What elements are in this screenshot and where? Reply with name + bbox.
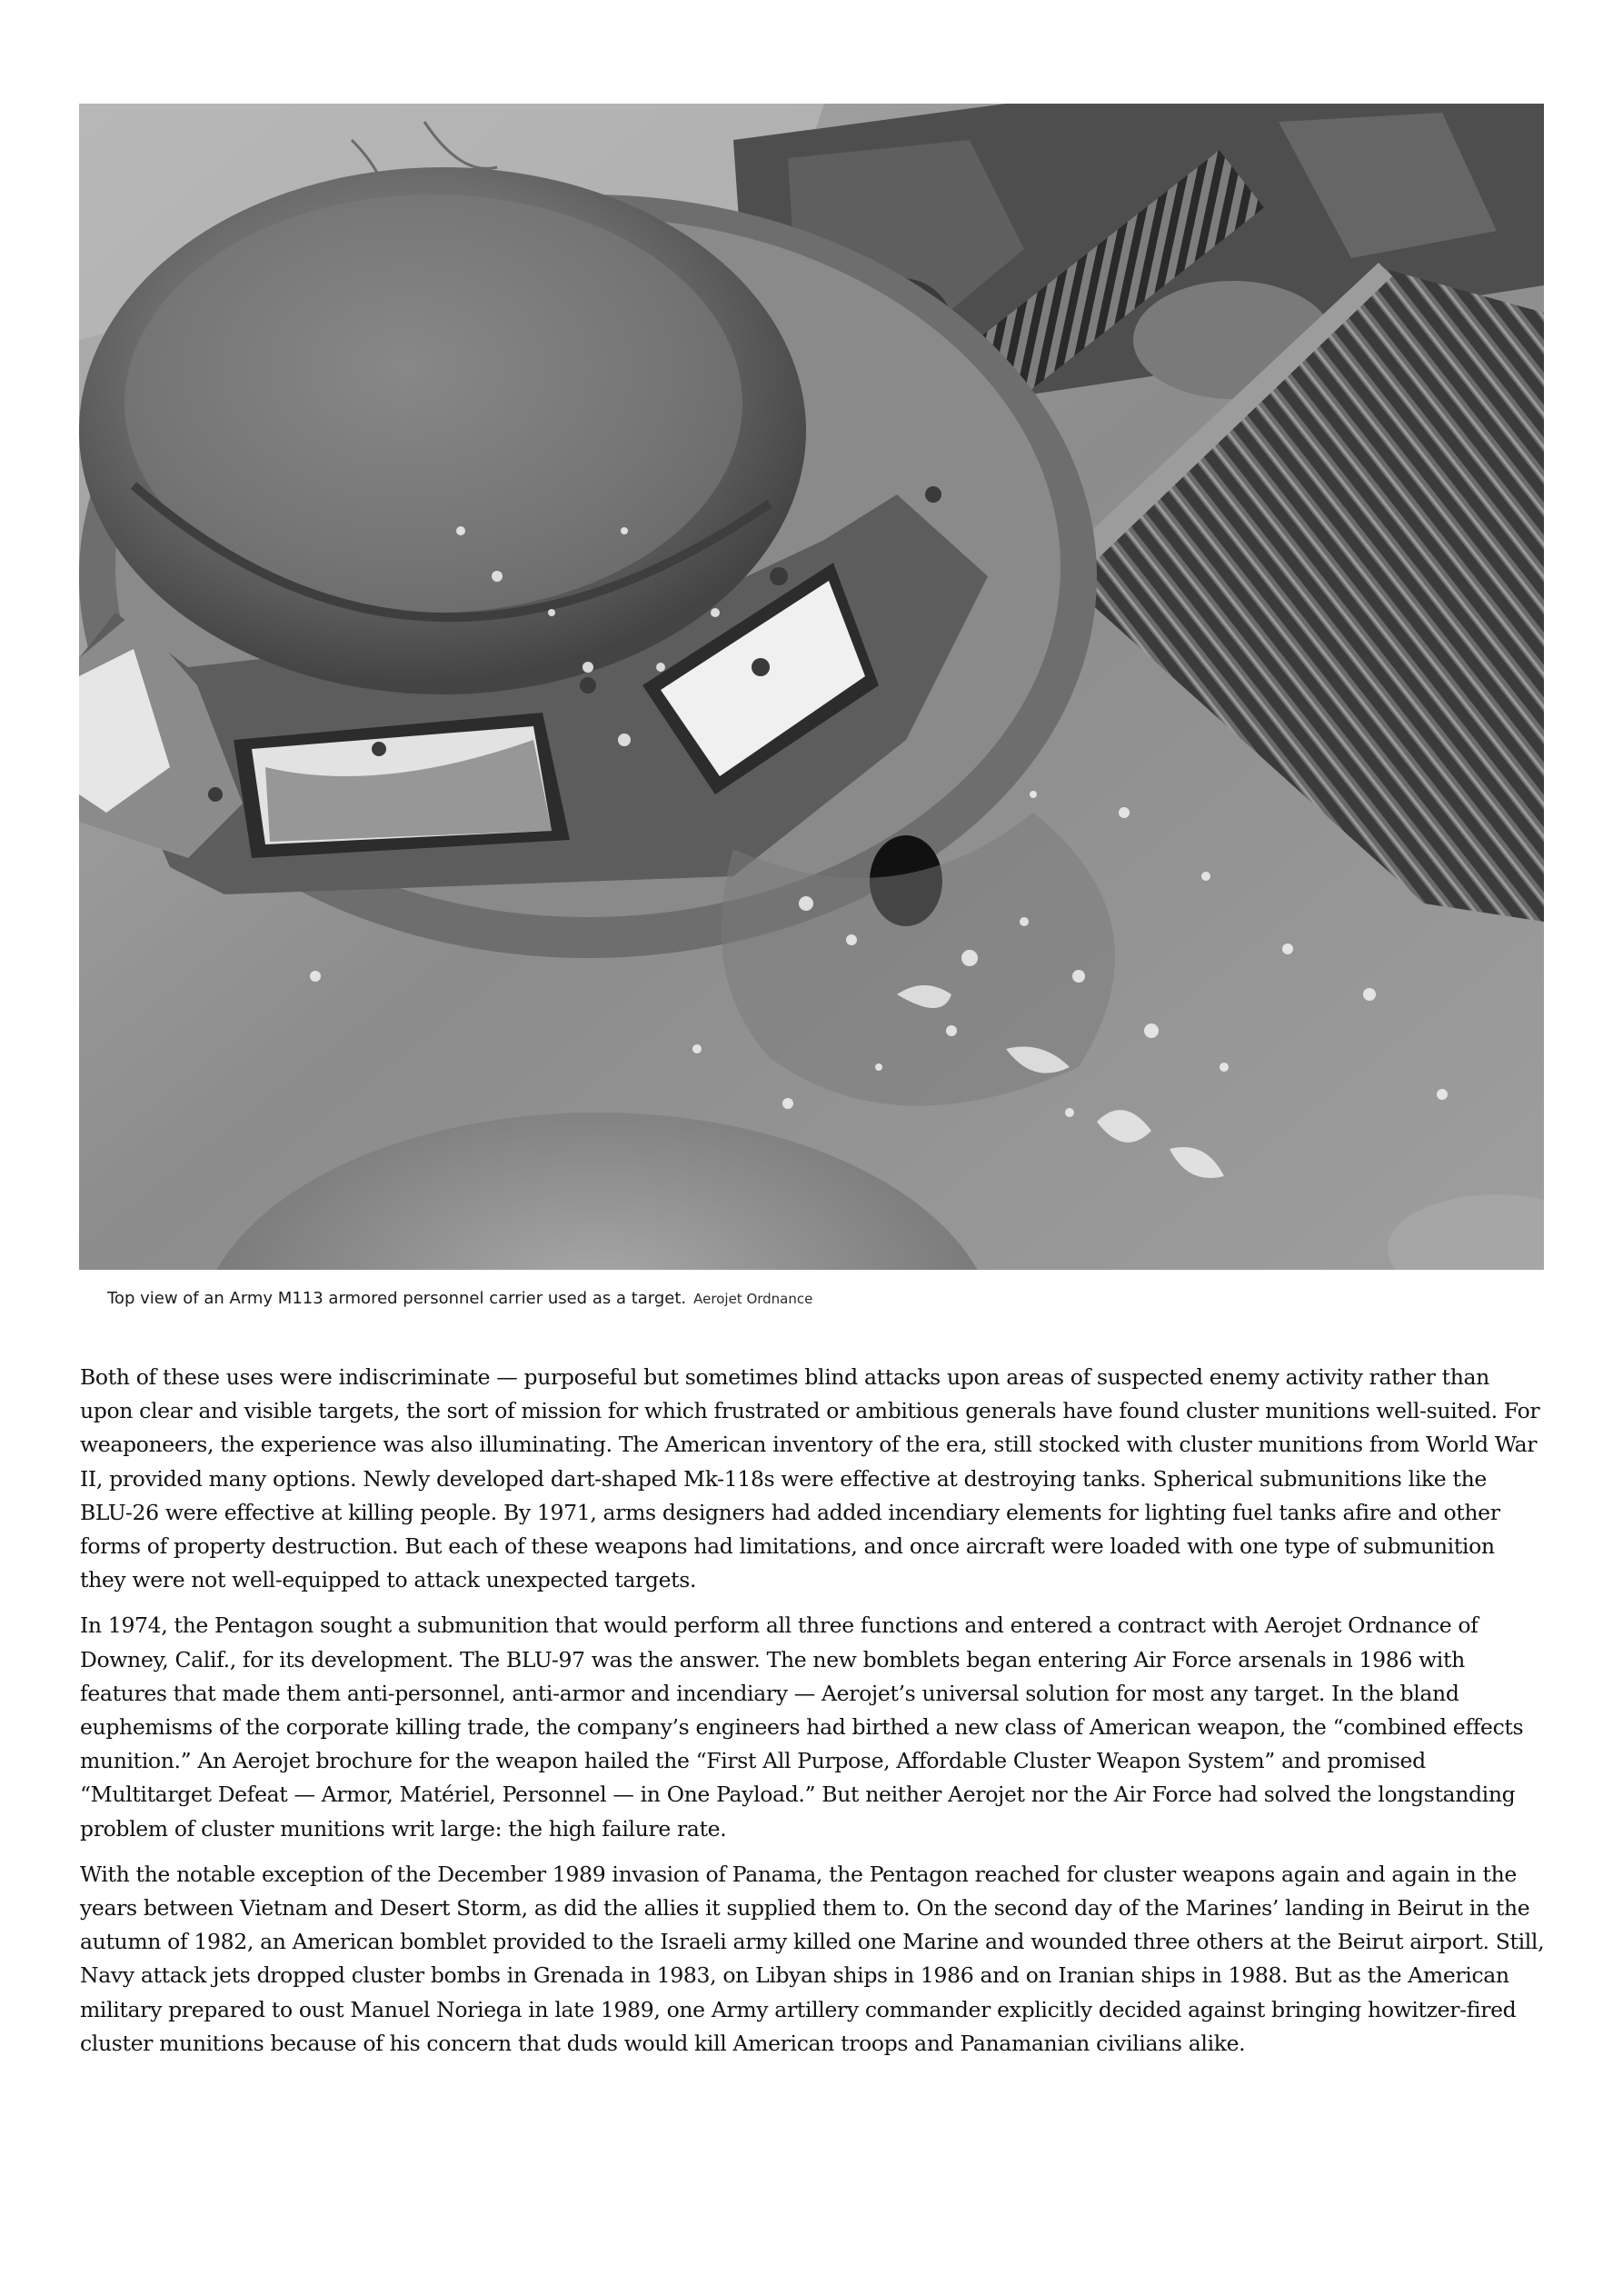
apc-hatch-photo (79, 104, 1544, 1270)
article-photo (79, 104, 1544, 1270)
caption-credit: Aerojet Ordnance (693, 1291, 813, 1307)
article-paragraph: In 1974, the Pentagon sought a submunition that would perform all three functions and entered a contract with Aerojet Ordnance of Downey, Calif., for its development. The BLU-97 was the answer. The new bomblets began entering Air Force arsenals in 1986 with features that made them anti-personnel, anti-armor and incendiary — Aerojet’s universal solution for most any target. In the bland euphemisms of the corporate killing trade, the company’s engineers had birthed a new class of American weapon, the “combined effects munition.” An Aerojet brochure for the weapon hailed the “First All Purpose, Affordable Cluster Weapon System” and promised “Multitarget Defeat — Armor, Matériel, Personnel — in One Payload.” But neither Aerojet nor the Air Force had solved the longstanding problem of cluster munitions writ large: the high failure rate. (80, 1612, 1524, 1842)
photo-caption (107, 1289, 1525, 1308)
article-paragraph: With the notable exception of the December 1989 invasion of Panama, the Pentagon reached for cluster weapons again and again in the years between Vietnam and Desert Storm, as did the allies it supplied them to. On the second day of the Marines’ landing in Beirut in the autumn of 1982, an American bomblet provided to the Israeli army killed one Marine and wounded three others at the Beirut airport. Still, Navy attack jets dropped cluster bombs in Grenada in 1983, on Libyan ships in 1986 and on Iranian ships in 1988. But as the American military prepared to oust Manuel Noriega in late 1989, one Army artillery commander explicitly decided against bringing howitzer-fired cluster munitions because of his concern that duds would kill American troops and Panamanian civilians alike. (80, 1861, 1545, 2056)
article-paragraph: Both of these uses were indiscriminate — purposeful but sometimes blind attacks upon areas of suspected enemy activity rather than upon clear and visible targets, the sort of mission for which frustrated or ambitious generals have found cluster munitions well-suited. For weaponeers, the experience was also illuminating. The American inventory of the era, still stocked with cluster munitions from World War II, provided many options. Newly developed dart-shaped Mk-118s were effective at destroying tanks. Spherical submunitions like the BLU-26 were effective at killing people. By 1971, arms designers had added incendiary elements for lighting fuel tanks afire and other forms of property destruction. But each of these weapons had limitations, and once aircraft were loaded with one type of submunition they were not well-equipped to attack unexpected targets. (80, 1364, 1540, 1593)
article-body (80, 1361, 1545, 2072)
caption-text: Top view of an Army M113 armored personnel carrier used as a target. (107, 1289, 687, 1308)
